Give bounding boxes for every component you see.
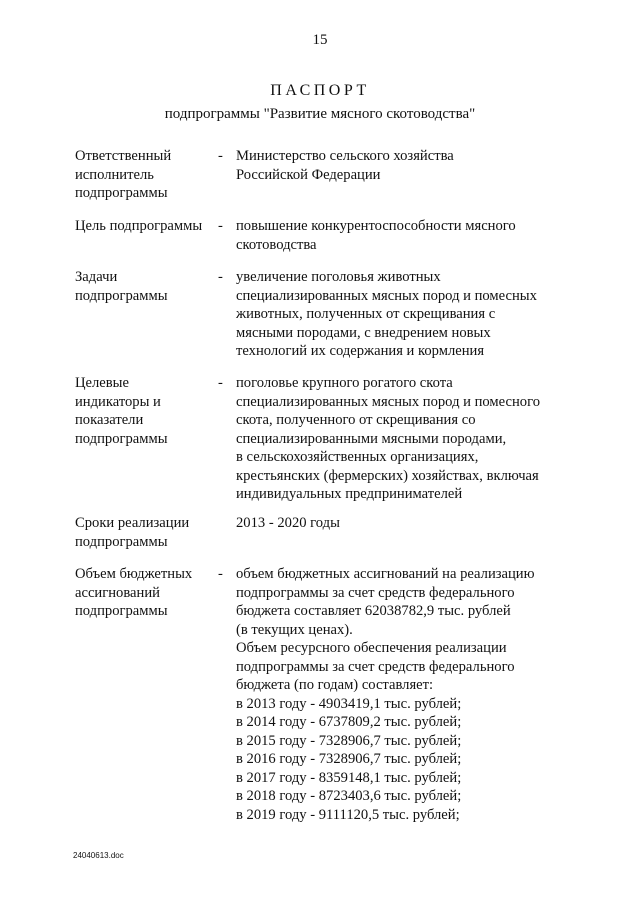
label-line: Сроки реализации — [75, 515, 190, 531]
value-line: скотоводства — [236, 236, 317, 253]
row-dash: - — [218, 269, 223, 285]
value-line: 2013 - 2020 годы — [236, 515, 340, 531]
value-line: повышение конкурентоспособности мясного — [236, 218, 516, 234]
row-dash: - — [218, 148, 223, 164]
value-line: поголовье крупного рогатого скота — [236, 375, 453, 391]
value-line: в 2016 году - 7328906,7 тыс. рублей; — [236, 751, 462, 767]
row-label — [75, 514, 215, 551]
label-line: показатели — [75, 412, 144, 428]
row-value — [236, 268, 566, 361]
value-line: крестьянских (фермерских) хозяйствах, включая — [236, 467, 539, 484]
value-line: животных, полученных от скрещивания с — [236, 306, 496, 322]
document-title: ПАСПОРТ — [270, 82, 370, 99]
footer-filename: 24040613.doc — [73, 851, 124, 860]
value-line: в 2018 году - 8723403,6 тыс. рублей; — [236, 788, 462, 804]
row-label — [75, 374, 215, 448]
value-line: индивидуальных предпринимателей — [236, 486, 463, 502]
label-line: ассигнований — [75, 584, 160, 601]
value-line: Объем ресурсного обеспечения реализации — [236, 640, 507, 656]
label-line: Целевые — [75, 375, 129, 391]
label-line: подпрограммы — [75, 603, 168, 619]
row-dash: - — [218, 566, 223, 582]
label-line: Объем бюджетных — [75, 566, 193, 582]
page-number: 15 — [312, 32, 328, 48]
value-line: увеличение поголовья животных — [236, 269, 441, 285]
value-line: (в текущих ценах). — [236, 621, 353, 638]
value-line: специализированных мясных пород и помесных — [236, 287, 537, 304]
label-line: подпрограммы — [75, 287, 168, 304]
row-value — [236, 514, 566, 533]
row-dash: - — [218, 375, 223, 391]
value-line: подпрограммы за счет средств федерального — [236, 584, 515, 601]
label-line: Цель подпрограммы — [75, 218, 203, 234]
value-line: в 2019 году - 9111120,5 тыс. рублей; — [236, 806, 460, 823]
row-label — [75, 268, 215, 305]
row-value — [236, 374, 566, 504]
label-line: исполнитель — [75, 166, 154, 183]
row-value — [236, 565, 566, 824]
value-line: Российской Федерации — [236, 166, 381, 183]
label-line: индикаторы и — [75, 393, 161, 410]
row-dash: - — [218, 218, 223, 234]
row-value — [236, 217, 566, 254]
label-line: подпрограммы — [75, 430, 168, 447]
value-line: специализированных мясных пород и помесного — [236, 393, 541, 410]
value-line: Министерство сельского хозяйства — [236, 148, 454, 164]
label-line: подпрограммы — [75, 533, 168, 550]
value-line: в 2015 году - 7328906,7 тыс. рублей; — [236, 732, 462, 749]
value-line: специализированными мясными породами, — [236, 430, 507, 447]
value-line: в 2014 году - 6737809,2 тыс. рублей; — [236, 714, 462, 730]
row-label — [75, 217, 215, 236]
value-line: технологий их содержания и кормления — [236, 343, 485, 359]
value-line: подпрограммы за счет средств федерального — [236, 658, 515, 675]
label-line: подпрограммы — [75, 185, 168, 201]
label-line: Задачи — [75, 269, 118, 285]
value-line: в 2017 году - 8359148,1 тыс. рублей; — [236, 769, 462, 786]
label-line: Ответственный — [75, 148, 172, 164]
value-line: мясными породами, с внедрением новых — [236, 324, 491, 341]
value-line: в сельскохозяйственных организациях, — [236, 449, 479, 465]
value-line: объем бюджетных ассигнований на реализацию — [236, 566, 535, 582]
value-line: в 2013 году - 4903419,1 тыс. рублей; — [236, 695, 462, 712]
row-label — [75, 565, 215, 621]
document-subtitle: подпрограммы "Развитие мясного скотоводства" — [164, 106, 476, 122]
value-line: бюджета составляет 62038782,9 тыс. рублей — [236, 603, 511, 619]
row-label — [75, 147, 215, 203]
value-line: скота, полученного от скрещивания со — [236, 412, 476, 428]
row-value — [236, 147, 566, 184]
value-line: бюджета (по годам) составляет: — [236, 677, 434, 693]
